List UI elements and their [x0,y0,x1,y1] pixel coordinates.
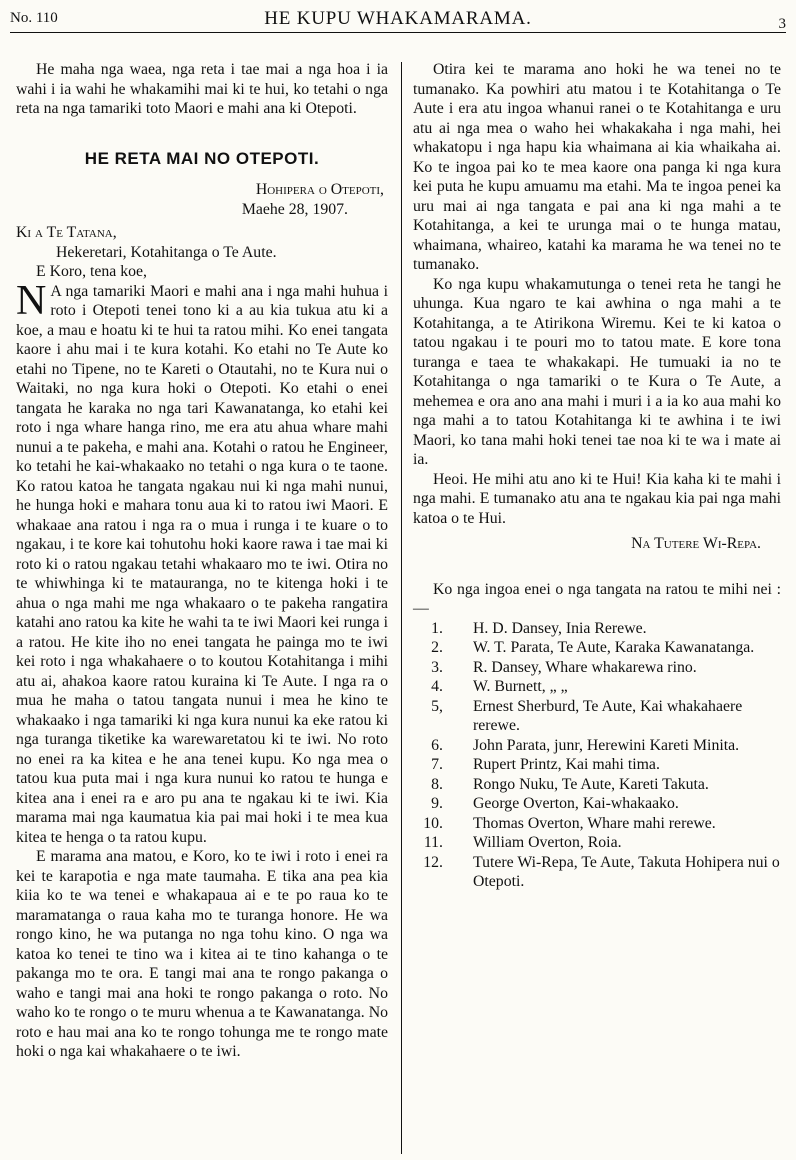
list-item-number: 7. [431,756,443,773]
list-item-text: W. T. Parata, Te Aute, Karaka Kawanatanga. [473,639,755,656]
list-item-number: 11. [423,834,443,851]
issue-number: No. 110 [10,10,58,26]
name-list-item [413,619,781,639]
column-divider [401,62,402,1154]
name-list-item [413,814,781,834]
list-item-text: Rupert Printz, Kai mahi tima. [473,756,660,773]
letter-paragraph-2: E marama ana matou, e Koro, ko te iwi i roto i enei ra kei te karapotia e nga mate taumaha. E tika ana pea kia kiia ko te wa tenei e whakapaua ai e te po raua ko te maramatanga o raua kaha mo te turanga honore. He wa rongo kino, he wa putanga no nga tohu kino. O nga wa katoa ko tenei te tino wa i kitea ai te tino kahanga o te pakanga mo te ora. E tangi mai ana te rongo pakanga o waho e tangi mai ana hoki te rongo pakanga o roto. No waho ko te rongo o te muru whenua a te Kawanatanga. No roto e hau mai ana ko te rongo tohunga me te rongo mate hoki o nga kai whakahaere o te iwi. [16,848,388,1060]
list-item-text: William Overton, Roia. [473,834,622,851]
page-header [10,4,786,33]
letter-paragraph-5: Heoi. He mihi atu ano ki te Hui! Kia kaha ki te mahi i nga mahi. E tumanako atu ana te ngakau kia pai nga mahi katoa o te Hui. [413,470,781,527]
name-list-item [413,755,781,775]
left-column [16,60,388,1062]
list-item-number: 4. [431,678,443,695]
list-item-text: John Parata, junr, Herewini Kareti Minita. [473,736,740,754]
list-item-text: Tutere Wi-Repa, Te Aute, Takuta Hohipera nui o Otepoti. [473,853,780,890]
letter-place: Hohipera o Otepoti, [255,181,384,198]
intro-paragraph: He maha nga waea, nga reta i tae mai a nga hoa i ia wahi i ia wahi he whakamihi mai ki te hui, ko tetahi o nga reta na nga tamariki toto Maori e mahi ana ki Otepoti. [16,61,388,117]
letter-paragraph-3: Otira kei te marama ano hoki he wa tenei no te tumanako. Ka powhiri atu matou i te Kotahitanga o Te Aute i era atu ingoa whanui ranei o te Kotahitanga e uru atu ai nga mea o waho hei whakakaha i nga mahi, hei whakatopu i nga hapu kia whaimana ai kia whaikaha ai. Ko te ingoa pai ko te mea kaore ona panga ki nga kura kei puta he kupu amuamu ma etahi. Ma te ingoa penei ka uru mai ai nga tangata e pai ana ki nga mahi a te Kotahitanga, a kei te urunga mai o te hunga matau, whaimana, whaireo, katahi ka marama he wa tenei no te tumanako. [413,61,781,273]
list-item-number: 2. [431,639,443,656]
list-item-text: R. Dansey, Whare whakarewa rino. [473,658,697,676]
list-item-text: H. D. Dansey, Inia Rerewe. [473,619,647,637]
list-item-text: George Overton, Kai-whakaako. [473,795,679,812]
name-list-item [413,638,781,658]
letter-salutation: E Koro, tena koe, [36,263,147,280]
list-item-number: 8. [431,775,443,793]
letter-signature: Na Tutere Wi-Repa. [631,535,761,552]
name-list-item [413,697,781,736]
letter-paragraph-4: Ko nga kupu whakamutunga o tenei reta he tangi he uhunga. Kua ngaro te kai awhina o nga mahi a te Kotahitanga, a te Atirikona Wiremu. Kei te ki katoa o tatou ngakau i te pouri mo to tatou mate. E kore tona turanga e taea te whakakapi. He tumuaki ia no te Kotahitanga o nga tamariki o te Kura o Te Aute, a mehemea e ora ano ana mahi i muri i a ia ko aua mahi ko nga mahi a to tatou Kotahitanga ki te awhina i te iwi Maori, ko tana mahi hoki tenei tae noa ki te wa i mate ai ia. [413,275,781,468]
name-list-item [413,677,781,697]
page-number: 3 [778,16,786,32]
name-list-item [413,794,781,814]
list-item-number: 9. [431,795,443,812]
list-item-text: Ernest Sherburd, Te Aute, Kai whakahaere rerewe. [473,697,743,734]
names-intro: Ko nga ingoa enei o nga tangata na ratou te mihi nei :— [413,580,781,617]
name-list-item [413,736,781,756]
list-item-number: 1. [431,619,443,637]
letter-paragraph-1 [16,277,388,848]
list-item-text: W. Burnett, „ „ [473,678,568,695]
drop-cap: N [16,277,47,324]
list-item-text: Rongo Nuku, Te Aute, Kareti Takuta. [473,775,709,793]
names-list [413,619,781,892]
letter-recipient: Ki a Te Tatana, [16,224,117,241]
list-item-number: 5, [431,697,443,715]
list-item-number: 10. [423,814,443,832]
name-list-item [413,853,781,892]
right-column [413,60,781,892]
name-list-item [413,658,781,678]
name-list-item [413,775,781,795]
recipient-title: Hekeretari, Kotahitanga o Te Aute. [56,243,277,261]
name-list-item [413,833,781,853]
letter-heading: HE RETA MAI NO OTEPOTI. [84,148,320,168]
list-item-number: 12. [423,853,443,871]
list-item-number: 3. [431,658,443,676]
list-item-text: Thomas Overton, Whare mahi rerewe. [473,814,716,832]
newspaper-title: HE KUPU WHAKAMARAMA. [264,8,532,29]
list-item-number: 6. [431,736,443,754]
letter-paragraph-1-text: A nga tamariki Maori e mahi ana i nga mahi huhua i roto i Otepoti tenei tono ki a au kia tukua atu ki a koe, a mau e hoatu ki te hui ta ratou mihi. Ko enei tangata kaore i ahu mai i te kura kotahi. Ko etahi no Te Aute ko etahi no Tipene, no te Kareti o Otautahi, no te Kura nui o Waitaki, no nga kura hoki o Otepoti. Ko etahi o enei tangata he karaka no nga tari Kawanatanga, ko etahi kei roto i nga whare hanga rino, me era atu ahua whare mahi nunui a te pakeha, e mahi ana. Kotahi o ratou he Engineer, ko tetahi he kai-whakaako no tetahi o nga kura o te taone. Ko ratou katoa he tangata ngakau nui ki nga mahi nunui, he hunga hoki e mahara tonu aua ki to ratou iwi Maori. E whakaae ana ratou i nga ra o mua i runga i te kuare o to ngakau, i te kore kai tohutohu hoki kaore rawa i tae mai ki roto ki o ratou ngakau tetahi whakaaro mo te iwi. Otira no te whiwhinga ki te matauranga, no te kitenga hoki i te ahua o nga mahi me nga whakaaro o te pakeha rangatira katahi ano ratou ka kite he wahi ta te iwi Maori kei runga i a ratou. He kite iho no enei tangata he painga mo te iwi kei roto i nga whakahaere o to koutou Kotahitanga i mihi atu ai, ahakoa kaore ratou kuraina ki Te Aute. I nga ra o mua he maha o tatou tangata nunui i mea he kino te whakaako i nga tamariki ki nga kura nunui ka eke ratou ki nga turanga tiketike ka warewaretatou ki te iwi. No roto no enei ra ka kitea e he ana tenei kupu. Ko nga mea o tatou kua puta mai i nga kura nunui ko ratou te hunga e kitea ana i enei ra e aro pu ana te ngakau ki te iwi. Kia marama mai nga kaumatua kia pai mai hoki i te mea kua kitea te henga o ta ratou kupu. [16,282,388,846]
letter-date: Maehe 28, 1907. [241,200,348,218]
